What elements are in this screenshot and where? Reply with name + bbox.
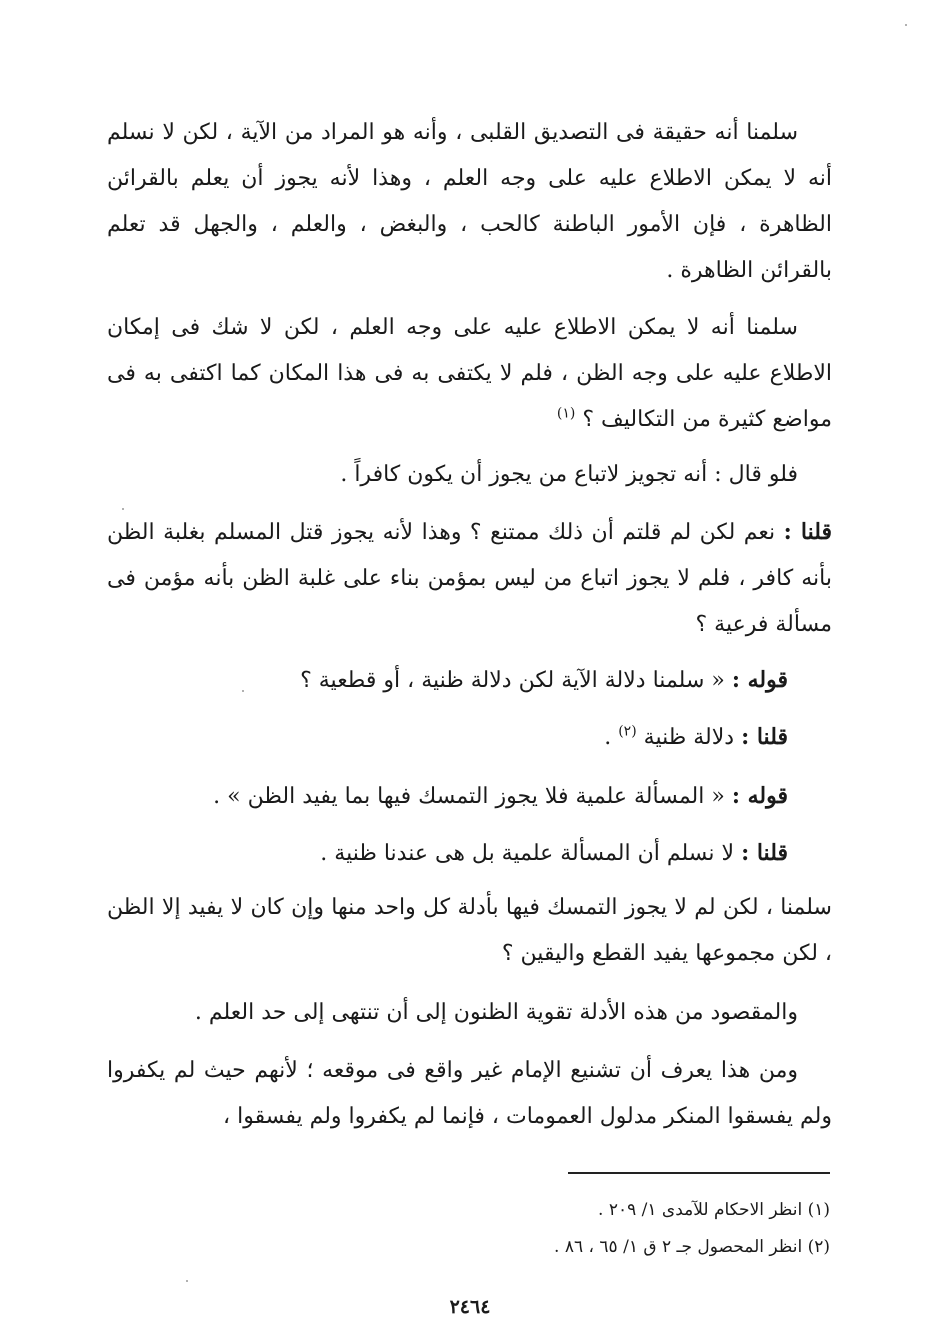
paragraph-7 bbox=[107, 773, 832, 820]
paragraph-8 bbox=[107, 830, 832, 877]
qawluhu-label: قوله : bbox=[731, 667, 788, 693]
footnote-1: (١) انظر الاحكام للآمدى ١/ ٢٠٩ . bbox=[598, 1200, 830, 1220]
paragraph-9: سلمنا ، لكن لم لا يجوز التمسك فيها بأدلة كل واحد منها وإن كان لا يفيد إلا الظن ، لكن مجموعها يفيد القطع واليقين ؟ bbox=[107, 895, 832, 966]
scan-speck bbox=[122, 508, 124, 510]
scan-speck bbox=[186, 1280, 188, 1282]
paragraph-10: والمقصود من هذه الأدلة تقوية الظنون إلى أن تنتهى إلى حد العلم . bbox=[194, 1000, 798, 1025]
paragraph-3: فلو قال : أنه تجويز لاتباع من يجوز أن يكون كافراً . bbox=[340, 462, 798, 487]
paragraph-4-text: نعم لكن لم قلتم أن ذلك ممتنع ؟ وهذا لأنه يجوز قتل المسلم بغلبة الظن بأنه كافر ، فلم لا يجوز اتباع من ليس بمؤمن بناء على غلبة الظن بأنه مؤمن فى مسألة فرعية ؟ bbox=[107, 520, 832, 637]
paragraph-2-text: سلمنا أنه لا يمكن الاطلاع عليه على وجه العلم ، لكن لا شك فى إمكان الاطلاع عليه على وجه الظن ، فلم لا يكتفى به فى هذا المكان كما اكتفى به فى مواضع كثيرة من التكاليف ؟ bbox=[107, 315, 832, 432]
footnote-2: (٢) انظر المحصول جـ ٢ ق ١/ ٦٥ ، ٨٦ . bbox=[554, 1237, 830, 1257]
paragraph-6 bbox=[107, 714, 832, 761]
scan-speck bbox=[242, 690, 244, 692]
footnote-ref-2: (٢) bbox=[618, 723, 637, 740]
paragraph-2 bbox=[107, 305, 832, 443]
paragraph-7-text: « المسألة علمية فلا يجوز التمسك فيها بما يفيد الظن » . bbox=[213, 784, 732, 809]
paragraph-8-text: لا نسلم أن المسألة علمية بل هى عندنا ظنية . bbox=[320, 841, 742, 866]
paragraph-4 bbox=[107, 509, 832, 648]
page-number: ٢٤٦٤ bbox=[449, 1296, 491, 1318]
qawluhu-label: قوله : bbox=[731, 783, 788, 809]
footnotes bbox=[105, 1192, 830, 1266]
paragraph-1: سلمنا أنه حقيقة فى التصديق القلبى ، وأنه هو المراد من الآية ، لكن لا نسلم أنه لا يمكن الاطلاع عليه على وجه العلم ، وهذا لأنه يجوز أن يعلم بالقرائن الظاهرة ، فإن الأمور الباطنة كالحب ، والبغض ، والعلم ، والجهل قد تعلم بالقرائن الظاهرة . bbox=[107, 120, 832, 283]
paragraph-6-text: دلالة ظنية bbox=[643, 725, 742, 750]
paragraph-11: ومن هذا يعرف أن تشنيع الإمام غير واقع فى موقعه ؛ لأنهم حيث لم يكفروا ولم يفسقوا المنكر مدلول العمومات ، فإنما لم يكفروا ولم يفسقوا ، bbox=[107, 1058, 832, 1129]
footnote-divider bbox=[568, 1172, 830, 1174]
paragraph-5 bbox=[107, 657, 832, 704]
qulna-label: قلنا : bbox=[741, 724, 788, 750]
qulna-label: قلنا : bbox=[783, 519, 833, 545]
scan-speck bbox=[905, 24, 907, 26]
paragraph-6-end: . bbox=[604, 725, 619, 750]
qulna-label: قلنا : bbox=[741, 840, 788, 866]
paragraph-5-text: « سلمنا دلالة الآية لكن دلالة ظنية ، أو قطعية ؟ bbox=[300, 668, 732, 693]
footnote-ref-1: (١) bbox=[556, 405, 576, 422]
